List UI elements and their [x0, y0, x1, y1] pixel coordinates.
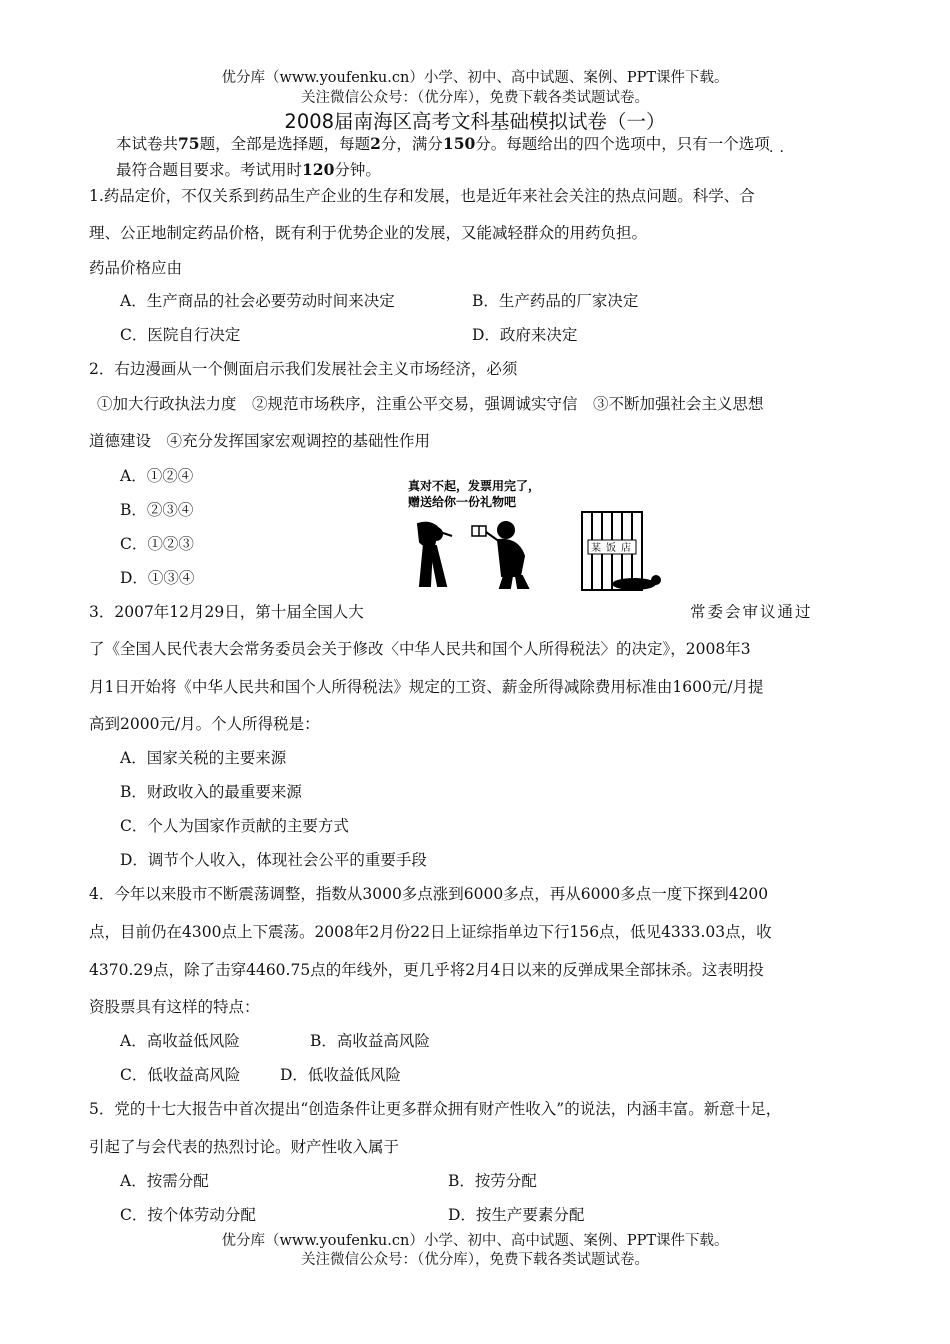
- q2-option-b: B．②③④: [120, 501, 194, 519]
- intro-line-1: [116, 132, 770, 154]
- intro-total-points: 150: [442, 134, 476, 153]
- intro-text: 本试卷共: [116, 135, 179, 153]
- q2-option-c: C．①②③: [120, 535, 194, 553]
- intro-text: 分钟。: [334, 161, 381, 179]
- intro-points-per-item: 2: [370, 134, 381, 153]
- intro-item-count: 75: [178, 134, 200, 153]
- q1-option-b: B．生产药品的厂家决定: [472, 292, 639, 310]
- q4-line-4: 资股票具有这样的特点：: [89, 998, 260, 1016]
- emphasis-dots: ··: [769, 144, 790, 160]
- q3-line-1a: 3．2007年12月29日，第十届全国人大: [89, 603, 364, 621]
- intro-line-2: [116, 158, 381, 180]
- intro-text: 分。每题给出的四个选项中，只有一个选项: [475, 135, 770, 153]
- intro-text: 分，满分: [380, 135, 443, 153]
- cartoon-caption-1: 真对不起，发票用完了，: [408, 479, 541, 493]
- q3-option-d: D．调节个人收入，体现社会公平的重要手段: [120, 851, 427, 869]
- q2-option-a: A．①②④: [120, 467, 194, 485]
- cartoon-drawing: [378, 476, 678, 594]
- q5-option-d: D．按生产要素分配: [448, 1206, 585, 1224]
- q2-line-3: 道德建设 ④充分发挥国家宏观调控的基础性作用: [89, 432, 431, 450]
- q3-line-3: 月1日开始将《中华人民共和国个人所得税法》规定的工资、薪金所得减除费用标准由1600元/月提: [89, 678, 764, 696]
- q5-line-2: 引起了与会代表的热烈讨论。财产性收入属于: [89, 1138, 400, 1156]
- intro-text: 题，全部是选择题，每题: [199, 135, 371, 153]
- bowing-figure: [418, 523, 452, 586]
- q5-option-c: C．按个体劳动分配: [120, 1206, 256, 1224]
- q1-option-c: C．医院自行决定: [120, 326, 241, 344]
- q3-option-a: A．国家关税的主要来源: [120, 749, 287, 767]
- q3-line-4: 高到2000元/月。个人所得税是：: [89, 715, 320, 733]
- header-line-1: 优分库（www.youfenku.cn）小学、初中、高中试题、案例、PPT课件下载。: [221, 70, 729, 86]
- q3-line-1b: 常委会审议通过: [690, 603, 813, 621]
- q5-option-b: B．按劳分配: [448, 1172, 537, 1190]
- gift-box-icon: [472, 526, 486, 536]
- q2-line-2: ①加大行政执法力度 ②规范市场秩序，注重公平交易，强调诚实守信 ③不断加强社会主义思想: [97, 395, 764, 413]
- q1-line-2: 理、公正地制定药品价格，既有利于优势企业的发展，又能减轻群众的用药负担。: [89, 224, 648, 242]
- restaurant-sign: 某饭店: [591, 543, 636, 554]
- footer-line-2: 关注微信公众号：（优分库），免费下载各类试题试卷。: [301, 1252, 649, 1268]
- q5-option-a: A．按需分配: [120, 1172, 209, 1190]
- q2-line-1: 2．右边漫画从一个侧面启示我们发展社会主义市场经济，必须: [89, 360, 518, 378]
- cartoon-illustration: [378, 476, 678, 594]
- intro-text: 最符合题目要求。考试用时: [116, 161, 303, 179]
- intro-time: 120: [302, 160, 335, 179]
- q4-line-1: 4．今年以来股市不断震荡调整，指数从3000多点涨到6000多点，再从6000多点一度下探到4200: [89, 885, 769, 903]
- waiter-figure: [486, 522, 528, 588]
- q1-line-3: 药品价格应由: [89, 259, 183, 277]
- q4-line-2: 点，目前仍在4300点上下震荡。2008年2月份22日上证综指单边下行156点，低见4333.03点，收: [89, 923, 772, 941]
- q4-option-a: A．高收益低风险: [120, 1032, 240, 1050]
- q4-line-3: 4370.29点，除了击穿4460.75点的年线外，更几乎将2月4日以来的反弹成果全部抹杀。这表明投: [89, 961, 764, 979]
- q1-option-d: D．政府来决定: [472, 326, 578, 344]
- q5-line-1: 5．党的十七大报告中首次提出“创造条件让更多群众拥有财产性收入”的说法，内涵丰富。新意十足，: [89, 1100, 782, 1118]
- header-line-2: 关注微信公众号：（优分库），免费下载各类试题试卷。: [301, 90, 649, 106]
- q4-option-b: B．高收益高风险: [310, 1032, 430, 1050]
- page-title: 2008届南海区高考文科基础模拟试卷（一）: [284, 110, 666, 133]
- q3-option-b: B．财政收入的最重要来源: [120, 783, 302, 801]
- q4-option-c: C．低收益高风险: [120, 1066, 241, 1084]
- q4-option-d: D．低收益低风险: [280, 1066, 401, 1084]
- footer-line-1: 优分库（www.youfenku.cn）小学、初中、高中试题、案例、PPT课件下载。: [221, 1233, 729, 1249]
- q3-line-2: 了《全国人民代表大会常务委员会关于修改〈中华人民共和国个人所得税法〉的决定》，2008年3: [89, 640, 751, 658]
- q1-line-1: 1.药品定价，不仅关系到药品生产企业的生存和发展，也是近年来社会关注的热点问题。科学、合: [89, 187, 755, 205]
- q3-option-c: C．个人为国家作贡献的主要方式: [120, 817, 349, 835]
- q1-option-a: A．生产商品的社会必要劳动时间来决定: [120, 292, 395, 310]
- cartoon-caption-2: 赠送给你一份礼物吧: [408, 495, 517, 509]
- q2-option-d: D．①③④: [120, 569, 195, 587]
